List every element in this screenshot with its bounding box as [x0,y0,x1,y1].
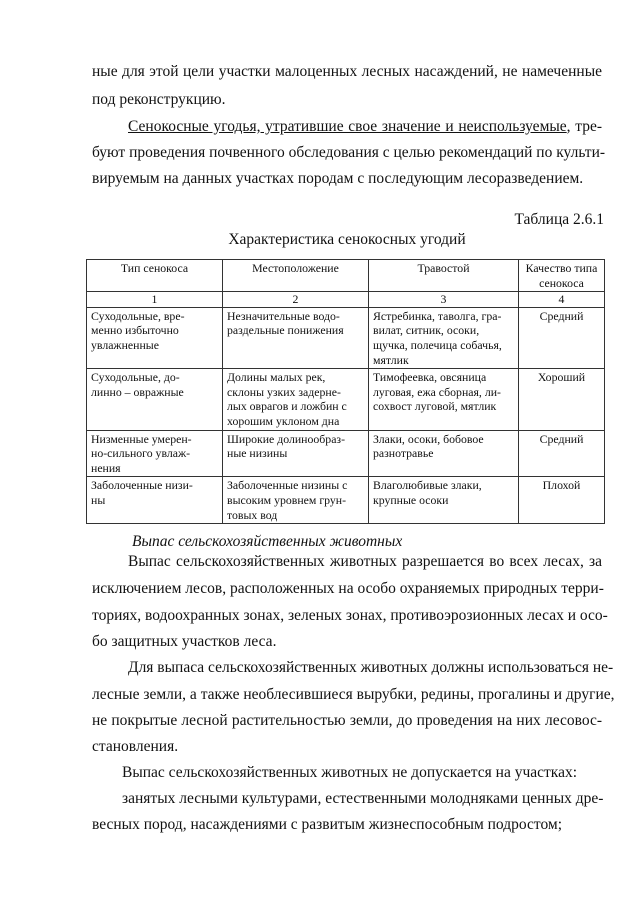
table-row [87,430,605,477]
column-number: 1 [87,292,223,308]
cell-text-line: ны [91,492,106,507]
cell-type [87,477,223,524]
paragraph-3-line-1: Выпас сельскохозяйственных животных разрешается во всех лесах, за [128,553,602,570]
table-number-row [87,292,605,308]
cell-text-line: линно – овражные [91,384,184,399]
cell-text-line: Заболоченные низи- [91,478,193,493]
paragraph-4-line-4: становления. [92,738,179,755]
table-header-row [87,260,605,292]
cell-text-line: Низменные умерен- [91,431,192,446]
cell-text-line: Незначительные водо- [227,308,340,323]
cell-text-line: Тимофеевка, овсяница [373,370,487,385]
paragraph-4-line-1: Для выпаса сельскохозяйственных животных должны использоваться не- [128,659,614,676]
cell-herbage [369,430,519,477]
header-location: Местоположение [223,260,369,292]
cell-text-line: но-сильного увлаж- [91,446,191,461]
table-row [87,369,605,430]
cell-text-line: ные низины [227,446,288,461]
cell-herbage [369,477,519,524]
cell-text-line: Влаголюбивые злаки, [373,478,482,493]
cell-quality [519,477,605,524]
cell-text-line: Ястребинка, таволга, гра- [373,308,502,323]
cell-text-line: высоким уровнем грун- [227,492,347,507]
cell-quality [519,307,605,368]
cell-text-line: луговая, ежа сборная, ли- [373,384,501,399]
section-heading: Выпас сельскохозяйственных животных [132,533,403,550]
cell-text-line: Суходольные, вре- [91,308,185,323]
cell-text-line: Средний [539,308,584,323]
cell-text-line: Широкие долинообраз- [227,431,346,446]
cell-herbage [369,369,519,430]
cell-type [87,307,223,368]
paragraph-3-line-4: бо защитных участков леса. [92,633,277,650]
cell-text-line: склоны узких задерне- [227,384,341,399]
paragraph-2-line-3: вируемым на данных участках породам с последующим лесоразведением. [92,170,584,187]
cell-type [87,369,223,430]
cell-text-line: Суходольные, до- [91,370,180,385]
cell-text-line: раздельные понижения [227,323,344,338]
header-quality: Качество типа сенокоса [519,260,605,292]
cell-text-line: хорошим уклоном дна [227,413,340,428]
paragraph-3-line-3: ториях, водоохранных зонах, зеленых зонах, противоэрозионных лесах и осо- [92,607,608,624]
paragraph-2-line-1 [128,117,602,137]
paragraph-4-line-3: не покрытые лесной растительностью земли, до проведения на них лесовос- [92,712,602,729]
table-row [87,307,605,368]
cell-text-line: менно избыточно [91,323,179,338]
paragraph-4-line-2: лесные земли, а также необлесившиеся вырубки, редины, прогалины и другие, [92,686,615,703]
cell-text-line: крупные осоки [373,492,449,507]
cell-text-line: щучка, полечица собачья, [373,337,502,352]
cell-text-line: Хороший [537,370,586,385]
cell-text-line: мятлик [373,352,409,367]
cell-text-line: товых вод [227,507,278,522]
cell-text-line: Средний [539,431,584,446]
column-number: 2 [223,292,369,308]
table-number: Таблица 2.6.1 [514,211,604,228]
table-row [87,477,605,524]
paragraph-6-line-1: занятых лесными культурами, естественными молодняками ценных дре- [122,790,604,807]
cell-text-line: вилат, ситник, осоки, [373,323,480,338]
paragraph-1-line-2: под реконструкцию. [92,91,226,108]
cell-text-line: нения [91,460,121,475]
paragraph-2-line-1-tail: , тре- [566,118,602,135]
cell-text-line: Долины малых рек, [227,370,326,385]
cell-location [223,477,369,524]
cell-location [223,307,369,368]
header-herbage: Травостой [369,260,519,292]
cell-text-line: Злаки, осоки, бобовое [373,431,484,446]
cell-type [87,430,223,477]
column-number: 3 [369,292,519,308]
cell-text-line: Плохой [542,478,581,493]
paragraph-2-line-2: буют проведения почвенного обследования с целью рекомендаций по культи- [92,144,606,161]
column-number: 4 [519,292,605,308]
cell-quality [519,369,605,430]
paragraph-5-line-1: Выпас сельскохозяйственных животных не допускается на участках: [122,764,578,781]
cell-text-line: лых оврагов и ложбин с [227,399,347,414]
cell-text-line: увлажненные [91,337,159,352]
cell-herbage [369,307,519,368]
paragraph-1-line-1: ные для этой цели участки малоценных лесных насаждений, не намеченные [92,63,602,80]
paragraph-2-underlined: Сенокосные угодья, утратившие свое значение и неиспользуемые [128,118,567,135]
cell-quality [519,430,605,477]
header-type: Тип сенокоса [87,260,223,292]
haymaking-table [86,259,605,524]
paragraph-3-line-2: исключением лесов, расположенных на особо охраняемых природных терри- [92,580,604,597]
cell-text-line: Заболоченные низины с [227,478,348,493]
paragraph-6-line-2: весных пород, насаждениями с развитым жизнеспособным подростом; [92,816,563,833]
cell-text-line: сохвост луговой, мятлик [373,399,497,414]
table-title: Характеристика сенокосных угодий [228,231,466,248]
cell-location [223,369,369,430]
cell-location [223,430,369,477]
cell-text-line: разнотравье [373,446,434,461]
